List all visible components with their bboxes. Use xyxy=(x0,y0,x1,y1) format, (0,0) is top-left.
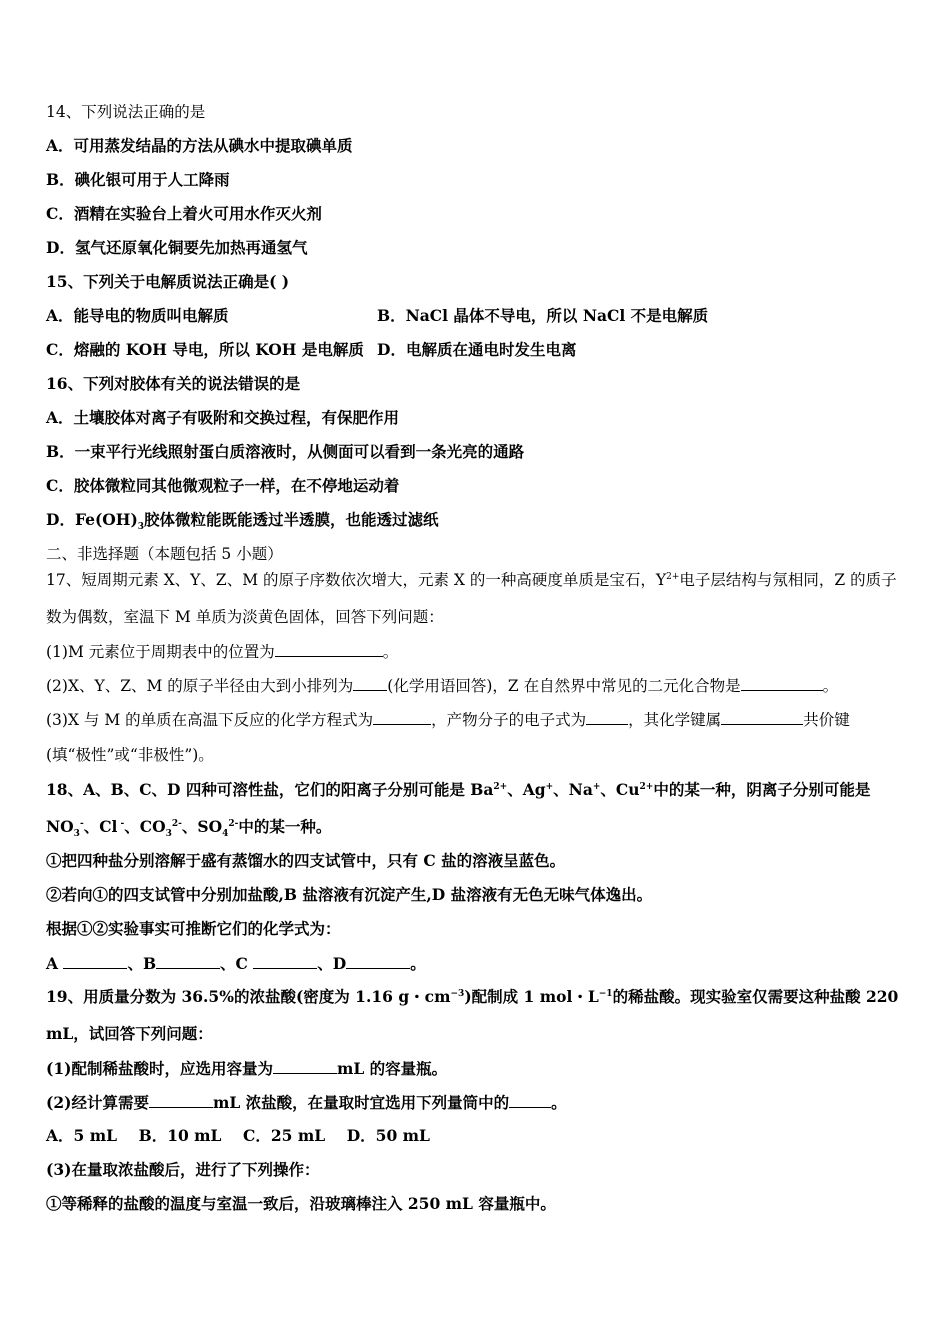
q18-line-1: 18、A、B、C、D 四种可溶性盐，它们的阳离子分别可能是 $Ba^{2+}$、Ag+、Na+、$Cu^{2+}$中的某一种，阴离子分别可能是 xyxy=(46,780,871,799)
answer-blank xyxy=(275,641,383,657)
q16-option-b: B．一束平行光线照射蛋白质溶液时，从侧面可以看到一条光亮的通路 xyxy=(46,442,525,461)
q16-stem: 16、下列对胶体有关的说法错误的是 xyxy=(46,374,301,393)
q17-line-2: 数为偶数，室温下 M 单质为淡黄色固体，回答下列问题： xyxy=(46,608,444,626)
q18-conclusion: 根据①②实验事实可推断它们的化学式为： xyxy=(46,919,341,938)
section-heading: 二、非选择题（本题包括 5 小题） xyxy=(46,545,283,563)
q16-option-c: C．胶体微粒同其他微观粒子一样，在不停地运动着 xyxy=(46,476,400,495)
q14-option-a: A．可用蒸发结晶的方法从碘水中提取碘单质 xyxy=(46,136,353,155)
answer-blank xyxy=(353,675,387,691)
q14-stem: 14、下列说法正确的是 xyxy=(46,103,206,121)
q19-part-2: (2)经计算需要 mL 浓盐酸，在量取时宜选用下列量筒中的 。 xyxy=(46,1093,567,1112)
answer-blank xyxy=(273,1058,337,1074)
q17-part-3-cont: (填“极性”或“非极性”)。 xyxy=(46,746,214,764)
q18-answers: A 、B 、C 、D 。 xyxy=(46,954,426,973)
q15-option-d: D．电解质在通电时发生电离 xyxy=(377,340,577,359)
answer-blank xyxy=(346,953,410,969)
q14-option-c: C．酒精在实验台上着火可用水作灭火剂 xyxy=(46,204,322,223)
q19-options: A．5 mL B．10 mL C．25 mL D．50 mL xyxy=(46,1126,430,1145)
answer-blank xyxy=(63,953,127,969)
answer-blank xyxy=(509,1092,551,1108)
q19-part-1: (1)配制稀盐酸时，应选用容量为 mL 的容量瓶。 xyxy=(46,1059,448,1078)
q15-stem: 15、下列关于电解质说法正确是( ) xyxy=(46,272,290,291)
q19-part-3: (3)在量取浓盐酸后，进行了下列操作： xyxy=(46,1160,320,1179)
q17-line-1: 17、短周期元素 X、Y、Z、M 的原子序数依次增大，元素 X 的一种高硬度单质是宝石，$Y^{2+}$电子层结构与氖相同，Z 的质子 xyxy=(46,571,897,589)
q14-option-b: B．碘化银可用于人工降雨 xyxy=(46,170,230,189)
q17-part-2: (2)X、Y、Z、M 的原子半径由大到小排列为 (化学用语回答)，Z 在自然界中常见的二元化合物是 。 xyxy=(46,677,839,695)
answer-blank xyxy=(156,953,220,969)
q17-part-1: (1)M 元素位于周期表中的位置为 。 xyxy=(46,643,399,661)
answer-blank xyxy=(586,709,628,725)
answer-blank xyxy=(253,953,317,969)
q18-step-2: ②若向①的四支试管中分别加盐酸,B 盐溶液有沉淀产生,D 盐溶液有无色无味气体逸出。 xyxy=(46,885,653,904)
q19-step-1: ①等稀释的盐酸的温度与室温一致后，沿玻璃棒注入 250 mL 容量瓶中。 xyxy=(46,1194,556,1213)
q18-line-2: $NO_3^-$、Cl -、$CO_3^{2-}$、$SO_4^{2-}$中的某一种。 xyxy=(46,817,332,840)
q15-option-b: B．NaCl 晶体不导电，所以 NaCl 不是电解质 xyxy=(377,306,709,325)
q18-step-1: ①把四种盐分别溶解于盛有蒸馏水的四支试管中，只有 C 盐的溶液呈蓝色。 xyxy=(46,851,566,870)
q19-line-2: mL，试回答下列问题： xyxy=(46,1024,213,1043)
answer-blank xyxy=(373,709,431,725)
q14-option-d: D．氢气还原氧化铜要先加热再通氢气 xyxy=(46,238,308,257)
q16-option-a: A．土壤胶体对离子有吸附和交换过程，有保肥作用 xyxy=(46,408,400,427)
q15-option-a: A．能导电的物质叫电解质 xyxy=(46,306,229,325)
answer-blank xyxy=(721,709,803,725)
q19-line-1: 19、用质量分数为 36.5%的浓盐酸(密度为 1.16 g・$cm^{-3}$)配制成 1 mol・$L^{-1}$的稀盐酸。现实验室仅需要这种盐酸 220 xyxy=(46,987,899,1006)
answer-blank xyxy=(149,1092,213,1108)
q17-part-3: (3)X 与 M 的单质在高温下反应的化学方程式为 ，产物分子的电子式为 ，其化学键属 共价键 xyxy=(46,711,850,729)
answer-blank xyxy=(741,675,823,691)
q16-option-d: D．$Fe(OH)_3$胶体微粒能既能透过半透膜，也能透过滤纸 xyxy=(46,510,439,533)
q15-option-c: C．熔融的 KOH 导电，所以 KOH 是电解质 xyxy=(46,340,364,359)
